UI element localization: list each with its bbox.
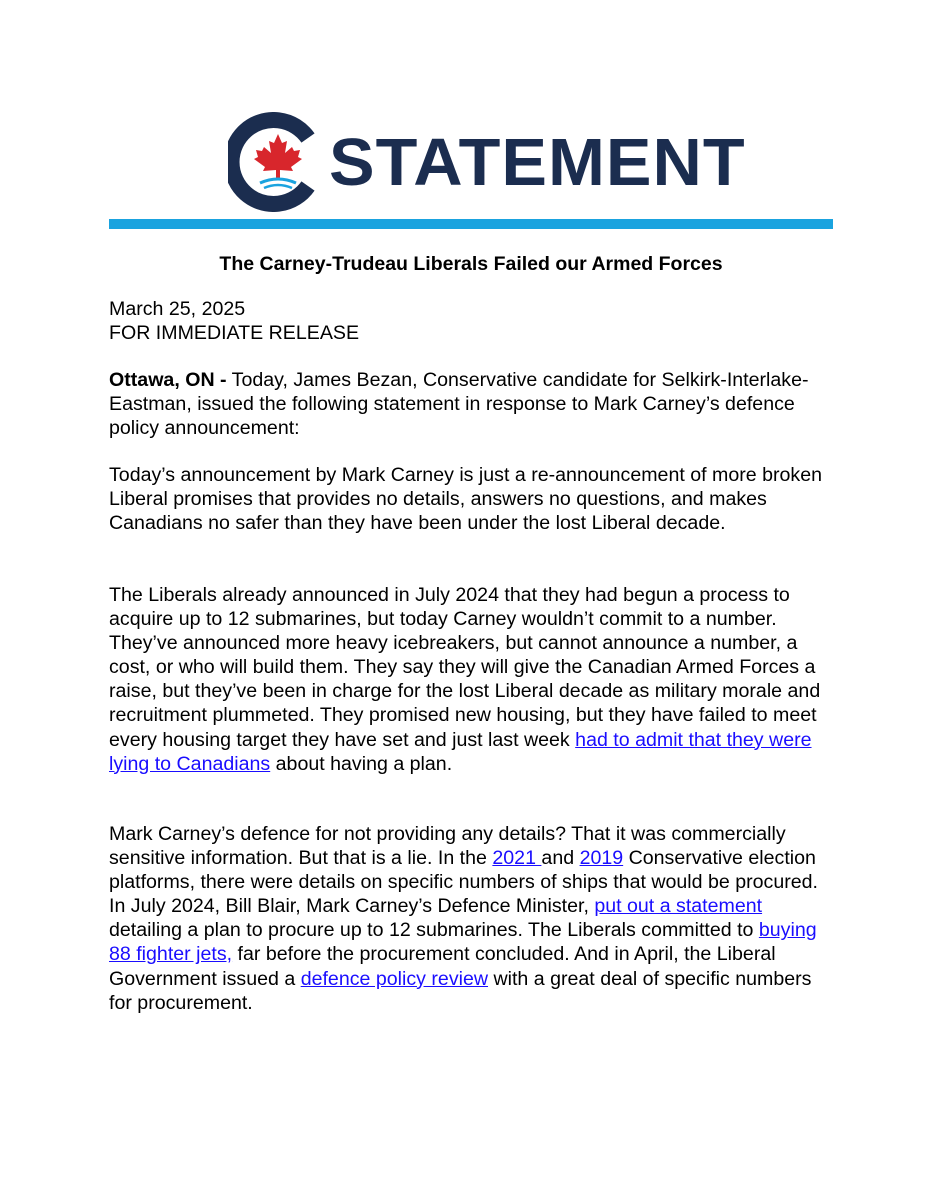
- maple-leaf: [254, 134, 302, 178]
- paragraph-4-text-b: and: [541, 847, 580, 870]
- paragraph-4: [109, 822, 833, 1015]
- conservative-c-maple-leaf-icon: [228, 112, 328, 212]
- paragraph-3: [109, 583, 833, 776]
- dateline-location: Ottawa, ON -: [109, 369, 227, 391]
- paragraph-2-text: Today’s announcement by Mark Carney is just a re-announcement of more broken Liberal promises that provides no details, answers no questions, and makes Canadians no safer than they have been under the lost Liberal decade.: [109, 464, 823, 535]
- water-arc-1: [260, 179, 296, 183]
- release-meta: [109, 297, 833, 345]
- water-arc-2: [264, 185, 292, 188]
- paragraph-4-text-f: with a great deal of specific numbers for procurement.: [109, 967, 812, 1014]
- paragraph-4-text-e: far before the procurement concluded. And in April, the Liberal Government issued a: [109, 943, 776, 990]
- paragraph-3-text-b: about having a plan.: [270, 752, 453, 775]
- paragraph-4-text-c: Conservative election platforms, there were details on specific numbers of ships that would be procured. In July 2024, Bill Blair, Mark Carney’s Defence Minister,: [109, 847, 819, 918]
- statement-wordmark: STATEMENT: [329, 124, 746, 200]
- release-date: March 25, 2025: [109, 298, 246, 320]
- header-rule: [109, 219, 833, 229]
- paragraph-1: [109, 368, 833, 440]
- paragraph-2: [109, 463, 833, 535]
- release-type: FOR IMMEDIATE RELEASE: [109, 322, 360, 345]
- paragraph-1-text: Today, James Bezan, Conservative candidate for Selkirk-Interlake-Eastman, issued the following statement in response to Mark Carney’s defence policy announcement:: [109, 369, 809, 440]
- link-put-out-statement[interactable]: put out a statement: [594, 895, 763, 918]
- headline: The Carney-Trudeau Liberals Failed our Armed Forces: [219, 253, 723, 275]
- statement-logo: [228, 112, 746, 212]
- paragraph-3-text-a: The Liberals already announced in July 2024 that they had begun a process to acquire up to 12 submarines, but today Carney wouldn’t commit to a number. They’ve announced more heavy icebreakers, but cannot announce a number, a cost, or who will build them. They say they will give the Canadian Armed Forces a raise, but they’ve been in charge for the lost Liberal decade as military morale and recruitment plummeted. They promised new housing, but they have failed to meet every housing target they have set and just last week: [109, 584, 821, 751]
- link-admit-lying[interactable]: had to admit that they were lying to Canadians: [109, 728, 812, 775]
- link-defence-policy-review[interactable]: defence policy review: [300, 967, 489, 990]
- paragraph-4-text-d: detailing a plan to procure up to 12 submarines. The Liberals committed to: [109, 919, 759, 942]
- paragraph-4-text-a: Mark Carney’s defence for not providing any details? That it was commercially sensitive information. But that is a lie. In the: [109, 823, 786, 870]
- link-2019-platform[interactable]: 2019: [579, 847, 624, 870]
- link-fighter-jets[interactable]: buying 88 fighter jets,: [109, 919, 817, 966]
- link-2021-platform[interactable]: 2021: [492, 847, 542, 870]
